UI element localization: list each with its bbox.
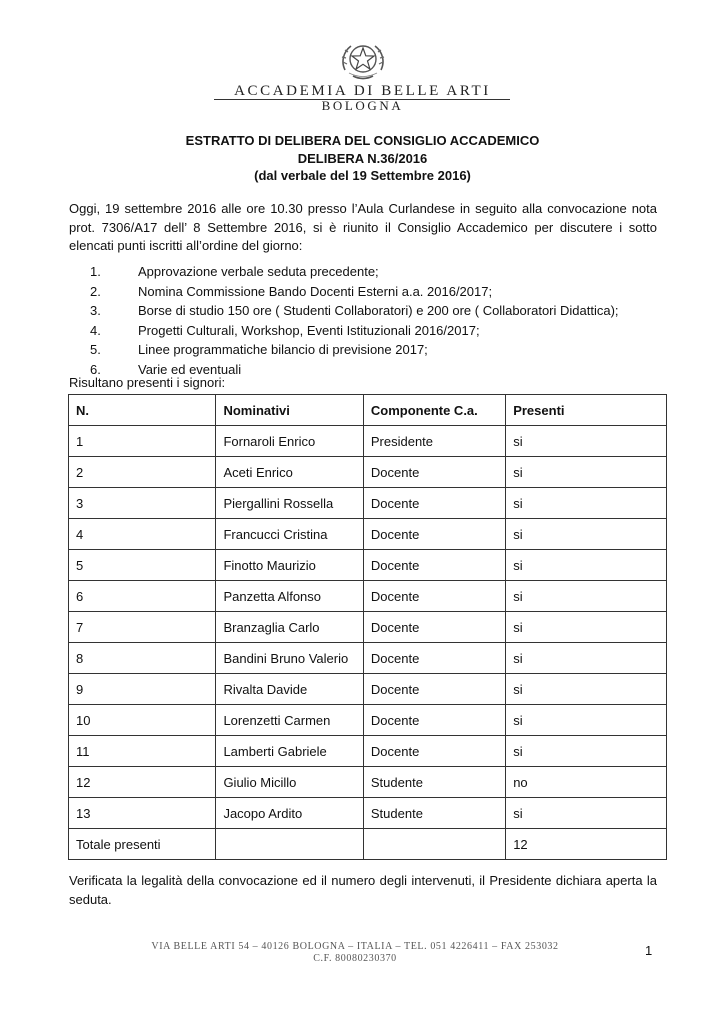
cell-name: Lorenzetti Carmen xyxy=(216,705,363,736)
cell-name: Panzetta Alfonso xyxy=(216,581,363,612)
cell-present: si xyxy=(506,581,667,612)
header-name: Nominativi xyxy=(216,395,363,426)
header-present: Presenti xyxy=(506,395,667,426)
agenda-item xyxy=(69,340,669,360)
agenda-item-number: 1. xyxy=(90,264,101,279)
closing-paragraph: Verificata la legalità della convocazione ed il numero degli intervenuti, il Presidente dichiara aperta la seduta. xyxy=(69,873,657,907)
cell-name: Finotto Maurizio xyxy=(216,550,363,581)
page-number: 1 xyxy=(645,943,653,958)
agenda-item-text: Nomina Commissione Bando Docenti Esterni a.a. 2016/2017; xyxy=(138,283,493,299)
cell-present: si xyxy=(506,705,667,736)
agenda-item-text: Linee programmatiche bilancio di previsione 2017; xyxy=(138,342,428,357)
table-row xyxy=(69,488,667,519)
cell-number: 8 xyxy=(69,643,216,674)
cell-name: Bandini Bruno Valerio xyxy=(216,643,363,674)
cell-number: 4 xyxy=(69,519,216,550)
cell-role: Docente xyxy=(363,519,505,550)
cell-role: Docente xyxy=(363,488,505,519)
agenda-item-number: 3. xyxy=(90,303,101,318)
table-row xyxy=(69,767,667,798)
total-row xyxy=(69,829,667,860)
cell-name: Branzaglia Carlo xyxy=(216,612,363,643)
agenda-item xyxy=(69,282,669,302)
cell-present: si xyxy=(506,519,667,550)
cell-number: 10 xyxy=(69,705,216,736)
cell-present: no xyxy=(506,767,667,798)
table-row xyxy=(69,705,667,736)
table-row xyxy=(69,581,667,612)
institution-city: BOLOGNA xyxy=(321,98,404,113)
cell-role: Docente xyxy=(363,674,505,705)
cell-role: Docente xyxy=(363,736,505,767)
agenda-item xyxy=(69,301,669,321)
cell-role: Docente xyxy=(363,457,505,488)
intro-paragraph: Oggi, 19 settembre 2016 alle ore 10.30 presso l’Aula Curlandese in seguito alla convocazione nota prot. 7306/A17 dell’ 8 Settembre 2016, si è riunito il Consiglio Accademico per discutere i sotto elencati punti iscritti all’ordine del giorno: xyxy=(69,201,657,253)
minutes-date: (dal verbale del 19 Settembre 2016) xyxy=(254,168,471,183)
cell-number: 6 xyxy=(69,581,216,612)
cell-role: Studente xyxy=(363,798,505,829)
table-row xyxy=(69,457,667,488)
agenda-item-number: 5. xyxy=(90,342,101,357)
cell-number: 1 xyxy=(69,426,216,457)
cell-present: si xyxy=(506,674,667,705)
table-row xyxy=(69,612,667,643)
cell-present: si xyxy=(506,426,667,457)
cell-present: si xyxy=(506,488,667,519)
cell-role: Docente xyxy=(363,705,505,736)
attendance-table xyxy=(68,394,667,860)
cell-role: Studente xyxy=(363,767,505,798)
cell-number: 5 xyxy=(69,550,216,581)
cell-role: Docente xyxy=(363,581,505,612)
cell-name: Jacopo Ardito xyxy=(216,798,363,829)
cell-number: 12 xyxy=(69,767,216,798)
total-empty-cell xyxy=(216,829,363,860)
cell-name: Piergallini Rossella xyxy=(216,488,363,519)
cell-present: si xyxy=(506,736,667,767)
cell-present: si xyxy=(506,457,667,488)
header-number: N. xyxy=(69,395,216,426)
total-value: 12 xyxy=(506,829,667,860)
cell-number: 13 xyxy=(69,798,216,829)
cell-name: Fornaroli Enrico xyxy=(216,426,363,457)
cell-number: 11 xyxy=(69,736,216,767)
header-role: Componente C.a. xyxy=(363,395,505,426)
resolution-number: DELIBERA N.36/2016 xyxy=(297,151,428,166)
cell-role: Docente xyxy=(363,612,505,643)
cell-present: si xyxy=(506,550,667,581)
agenda-item-text: Varie ed eventuali xyxy=(138,361,242,377)
agenda-item-text: Progetti Culturali, Workshop, Eventi Istituzionali 2016/2017; xyxy=(138,322,480,338)
table-row xyxy=(69,550,667,581)
cell-present: si xyxy=(506,612,667,643)
cell-present: si xyxy=(506,798,667,829)
table-row xyxy=(69,519,667,550)
footer-tax-code: C.F. 80080230370 xyxy=(313,953,397,964)
republic-emblem-icon xyxy=(339,40,387,84)
cell-number: 2 xyxy=(69,457,216,488)
agenda-item xyxy=(69,321,669,341)
cell-name: Rivalta Davide xyxy=(216,674,363,705)
agenda-list xyxy=(69,262,669,379)
total-empty-cell xyxy=(363,829,505,860)
cell-present: si xyxy=(506,643,667,674)
institution-name: ACCADEMIA DI BELLE ARTI xyxy=(234,83,491,99)
agenda-item-number: 6. xyxy=(90,361,101,377)
table-row xyxy=(69,674,667,705)
table-row xyxy=(69,426,667,457)
cell-number: 3 xyxy=(69,488,216,519)
agenda-item-number: 2. xyxy=(90,283,101,299)
footer-address xyxy=(120,941,590,965)
cell-number: 9 xyxy=(69,674,216,705)
agenda-item xyxy=(69,262,669,282)
cell-name: Aceti Enrico xyxy=(216,457,363,488)
cell-role: Presidente xyxy=(363,426,505,457)
cell-name: Lamberti Gabriele xyxy=(216,736,363,767)
table-row xyxy=(69,798,667,829)
cell-name: Giulio Micillo xyxy=(216,767,363,798)
agenda-item-number: 4. xyxy=(90,322,101,338)
cell-role: Docente xyxy=(363,550,505,581)
table-row xyxy=(69,736,667,767)
table-header-row xyxy=(69,395,667,426)
total-label: Totale presenti xyxy=(69,829,216,860)
cell-name: Francucci Cristina xyxy=(216,519,363,550)
footer-address-line: VIA BELLE ARTI 54 – 40126 BOLOGNA – ITALIA – TEL. 051 4226411 – FAX 253032 xyxy=(151,941,559,952)
document-title: ESTRATTO DI DELIBERA DEL CONSIGLIO ACCADEMICO xyxy=(185,133,540,148)
cell-role: Docente xyxy=(363,643,505,674)
agenda-item-text: Borse di studio 150 ore ( Studenti Collaboratori) e 200 ore ( Collaboratori Didattica); xyxy=(138,303,619,318)
table-row xyxy=(69,643,667,674)
present-label: Risultano presenti i signori: xyxy=(69,375,226,390)
agenda-item-text: Approvazione verbale seduta precedente; xyxy=(138,264,379,279)
cell-number: 7 xyxy=(69,612,216,643)
